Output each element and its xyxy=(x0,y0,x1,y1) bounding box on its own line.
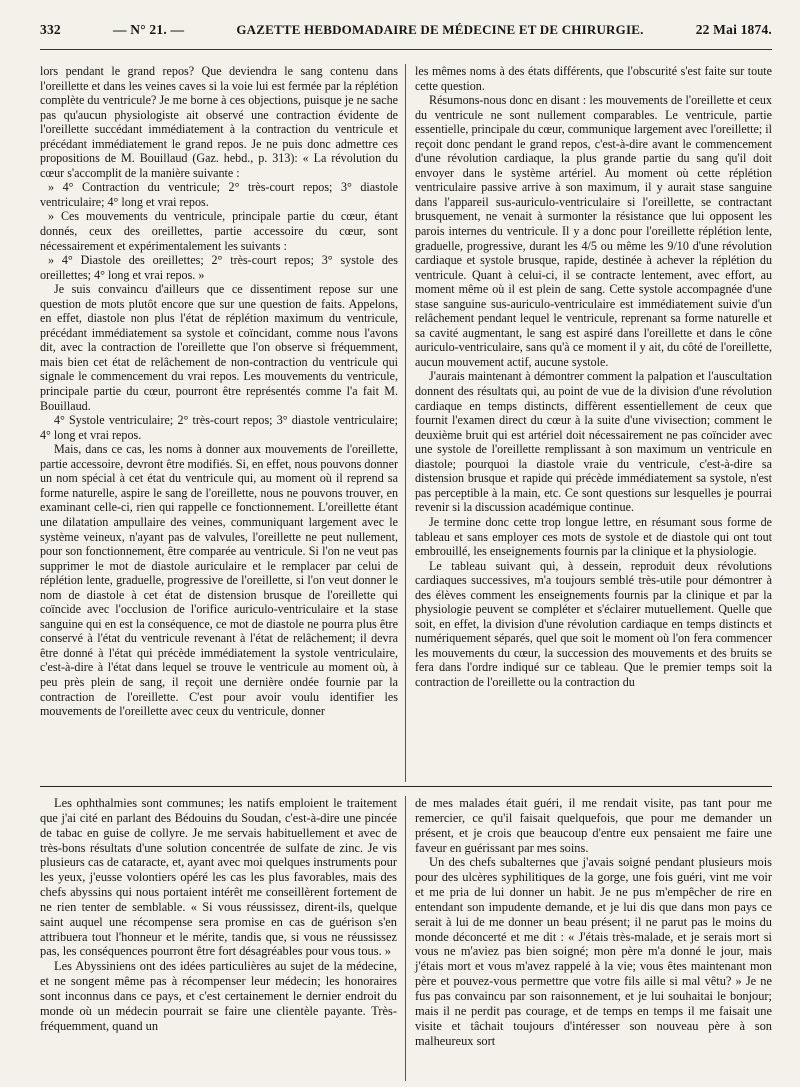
paragraph: » 4° Contraction du ventricule; 2° très-court repos; 3° diastole ventriculaire; 4° long et vrai repos. xyxy=(40,180,398,209)
paragraph: Je suis convaincu d'ailleurs que ce dissentiment repose sur une question de mots plutôt encore que sur une question de faits. Appelons, en effet, diastole non plus l'état de réplétion maximum du ventricule, précédant immédiatement sa systole et coïncidant, comme nous l'avons dit, avec la contraction de l'oreillette que l'on observe si fréquemment, mais bien cet état de relâchement de non-contraction du ventricule qui signale le commencement du vrai repos. Les mouvements du ventricule, principale partie du cœur, pourront être représentés comme l'a fait M. Bouillaud. xyxy=(40,282,398,413)
paragraph: J'aurais maintenant à démontrer comment la palpation et l'auscultation donnent des résultats qui, au point de vue de la division d'une révolution cardiaque en temps distincts, diffèrent essentiellement de ceux que fournit l'examen direct du cœur à la suite d'une vivisection; comment le deuxième bruit qui est artériel doit nécessairement ne pas coïncider avec une systole de l'oreillette remplissant à son maximum un ventricule en diastole; pourquoi la diastole vraie du ventricule, c'est-à-dire sa distension brusque et rapide qui précède immédiatement sa systole, n'est pas perceptible à la main, etc. Ce sont questions sur lesquelles je pourrai revenir si la discussion académique continue. xyxy=(415,369,772,515)
paragraph: » Ces mouvements du ventricule, principale partie du cœur, étant donnés, ceux des oreillettes, partie accessoire du cœur, sont nécessairement et expérimentalement les suivants : xyxy=(40,209,398,253)
page-number: 332 xyxy=(40,22,61,37)
page-header xyxy=(40,22,772,50)
paragraph: 4° Systole ventriculaire; 2° très-court repos; 3° diastole ventriculaire; 4° long et vrai repos. xyxy=(40,413,398,442)
paragraph: Un des chefs subalternes que j'avais soigné pendant plusieurs mois pour des ulcères syphilitiques de la gorge, une fois guéri, vint me voir et me pria de lui donner un habit. Je ne pus m'empêcher de rire en entendant son impudente demande, et je lui dis que dans mon pays ce serait à lui de me donner un beau présent; il ne parut pas le moins du monde déconcerté et me dit : « J'étais très-malade, et je serais mort si vous ne m'aviez pas bien soigné; mon père m'a donné le jour, mais j'étais mort et vous m'avez rappelé à la vie; vous êtes maintenant mon père et pouvez-vous permettre que votre fils aille si mal vêtu? » Je ne fus pas convaincu par son raisonnement, et je lui souhaitai le bonjour; mais il ne perdit pas courage, et de temps en temps il me faisait une visite et tâchait toujours d'intéresser son nouveau père à son malheureux sort xyxy=(415,855,772,1048)
paragraph: » 4° Diastole des oreillettes; 2° très-court repos; 3° systole des oreillettes; 4° long et vrai repos. » xyxy=(40,253,398,282)
feuilleton-right-column xyxy=(406,796,772,1081)
paragraph: lors pendant le grand repos? Que deviendra le sang contenu dans l'oreillette et dans les veines caves si la voie lui est fermée par la réplétion complète du ventricule? Je me borne à ces objections, puisque je ne sache pas qu'aucun physiologiste ait observé une contraction évidente de l'oreillette succédant immédiatement à la contraction du ventricule et précédant immédiatement le grand repos. Je ne puis donc admettre ces propositions de M. Bouillaud (Gaz. hebd., p. 313): « La révolution du cœur s'accomplit de la manière suivante : xyxy=(40,64,398,180)
paragraph: Les ophthalmies sont communes; les natifs emploient le traitement que j'ai cité en parlant des Bédouins du Soudan, c'est-à-dire une pincée de tabac en guise de collyre. Je me servais habituellement et avec de très-bons résultats d'une solution concentrée de sulfate de zinc. Je vis plusieurs cas de cataracte, et, ayant avec moi quelques instruments pour les yeux, j'eusse volontiers opéré les cas les plus favorables, mais des chefs abyssins qui nous portaient intérêt me conseillèrent fortement de ne rien tenter de semblable. « Si vous réussissez, dirent-ils, quelque saint auquel une récompense sera promise en cas de guérison s'en attribuera tout l'honneur et le mérite, tandis que, si vous ne réussissez pas, les conséquences pourront être fort désagréables pour vous tous. » xyxy=(40,796,397,959)
feuilleton-left-column xyxy=(40,796,406,1081)
paragraph: Mais, dans ce cas, les noms à donner aux mouvements de l'oreillette, partie accessoire, devront être modifiés. Si, en effet, nous pouvons donner un nom spécial à cet état du ventricule qui, au moment où il reprend sa forme naturelle, aspire le sang de l'oreillette, nous ne pouvons trouver, en examinant celle-ci, rien qui rappelle ce fonctionnement. L'oreillette étant une dilatation ampullaire des veines, communiquant largement avec le système veineux, n'ayant pas de valvules, l'oreillette ne peut nullement, pour son fonctionnement, être comparée au ventricule. Si l'on ne veut pas supprimer le mot de diastole auriculaire et le remplacer par celui de réplétion lente, graduelle, progressive de l'oreillette, si l'on veut donner le nom de diastole à cet état de distension brusque de l'oreillette qui coïncide avec l'occlusion de l'orifice auriculo-ventriculaire et la stase sanguine qui en est la conséquence, ce mot de diastole ne pourra plus être conservé à l'état du ventricule revenant à l'état de relâchement; il devra être donné à l'état qui précède immédiatement la systole ventriculaire, c'est-à-dire à l'état dans lequel se trouve le ventricule au moment où, à peu près plein de sang, il reçoit une dernière ondée fournie par la contraction de l'oreillette. C'est pour avoir voulu identifier les mouvements de l'oreillette avec ceux du ventricule, donner xyxy=(40,442,398,719)
main-article xyxy=(40,64,772,782)
main-article-left-column xyxy=(40,64,406,782)
paragraph: Les Abyssiniens ont des idées particulières au sujet de la médecine, et ne songent même pas à récompenser leur médecin; les honoraires sont inconnus dans ce pays, et c'est certainement le dernier endroit du monde où un médecin pourrait se faire une clientèle payante. Très-fréquemment, quand un xyxy=(40,959,397,1033)
paragraph: Le tableau suivant qui, à dessein, reproduit deux révolutions cardiaques successives, m'a toujours semblé très-utile pour démontrer à des élèves comment les enseignements fournis par la clinique et par la physiologie peuvent se compléter et s'éclairer mutuellement. Quelle que soit, en effet, la division d'une révolution cardiaque en temps distincts et numériquement séparés, quel que soit le moment où l'on fera commencer les mouvements du cœur, la succession des mouvements et des bruits se fera dans l'ordre indiqué sur ce tableau. Que le premier temps soit la contraction de l'oreillette ou la contraction du xyxy=(415,558,772,689)
main-article-right-column xyxy=(406,64,772,782)
feuilleton-article xyxy=(40,796,772,1081)
paragraph: Je termine donc cette trop longue lettre, en résumant sous forme de tableau et sans employer ces mots de systole et de diastole qui ont tout embrouillé, les enseignements fournis par la clinique et la physiologie. xyxy=(415,514,772,559)
issue-number: — N° 21. — xyxy=(113,22,185,37)
paragraph: les mêmes noms à des états différents, que l'obscurité s'est faite sur toute cette question. xyxy=(415,64,772,93)
paragraph: Résumons-nous donc en disant : les mouvements de l'oreillette et ceux du ventricule ne sont nullement comparables. Le ventricule, partie essentielle, principale du cœur, communique largement avec l'oreillette; il reçoit donc pendant le grand repos, c'est-à-dire avant le commencement d'une révolution cardiaque, la plus grande partie du sang qu'il doit envoyer dans le système artériel. Au moment où cette réplétion ventriculaire passive arrive à son maximum, il y aurait stase sanguine dans l'appareil sus-auriculo-ventriculaire si l'oreillette, se contractant brusquement, ne venait à surmonter la résistance que lui opposent les parois internes du ventricule. Il y a donc pour l'oreillette réplétion lente, graduelle, progressive, durant les 4/5 ou même les 9/10 d'une révolution cardiaque et systole brusque, rapide, destinée à achever la réplétion du ventricule. Quant à celui-ci, il se contracte lentement, avec effort, au moment même où il est plein de sang. Cette systole accompagnée d'une stase sanguine sus-auriculo-ventriculaire est immédiatement suivie d'un relâchement pendant lequel le ventricule, reprenant sa forme naturelle et sa cavité augmentant, le sang est aspiré dans l'oreillette et dans le cône auriculo-ventriculaire, sans qu'à ce moment il y ait, du côté de l'oreillette, aucun mouvement actif, aucune systole. xyxy=(415,93,772,369)
paragraph: de mes malades était guéri, il me rendait visite, pas tant pour me remercier, ce qu'il faisait quelquefois, que pour me demander un présent, et je crois que beaucoup d'entre eux pensaient me faire une faveur en guérissant par mes soins. xyxy=(415,796,772,855)
issue-date: 22 Mai 1874. xyxy=(695,22,772,37)
journal-title: GAZETTE HEBDOMADAIRE DE MÉDECINE ET DE CHIRURGIE. xyxy=(236,22,644,37)
section-divider xyxy=(40,786,772,787)
